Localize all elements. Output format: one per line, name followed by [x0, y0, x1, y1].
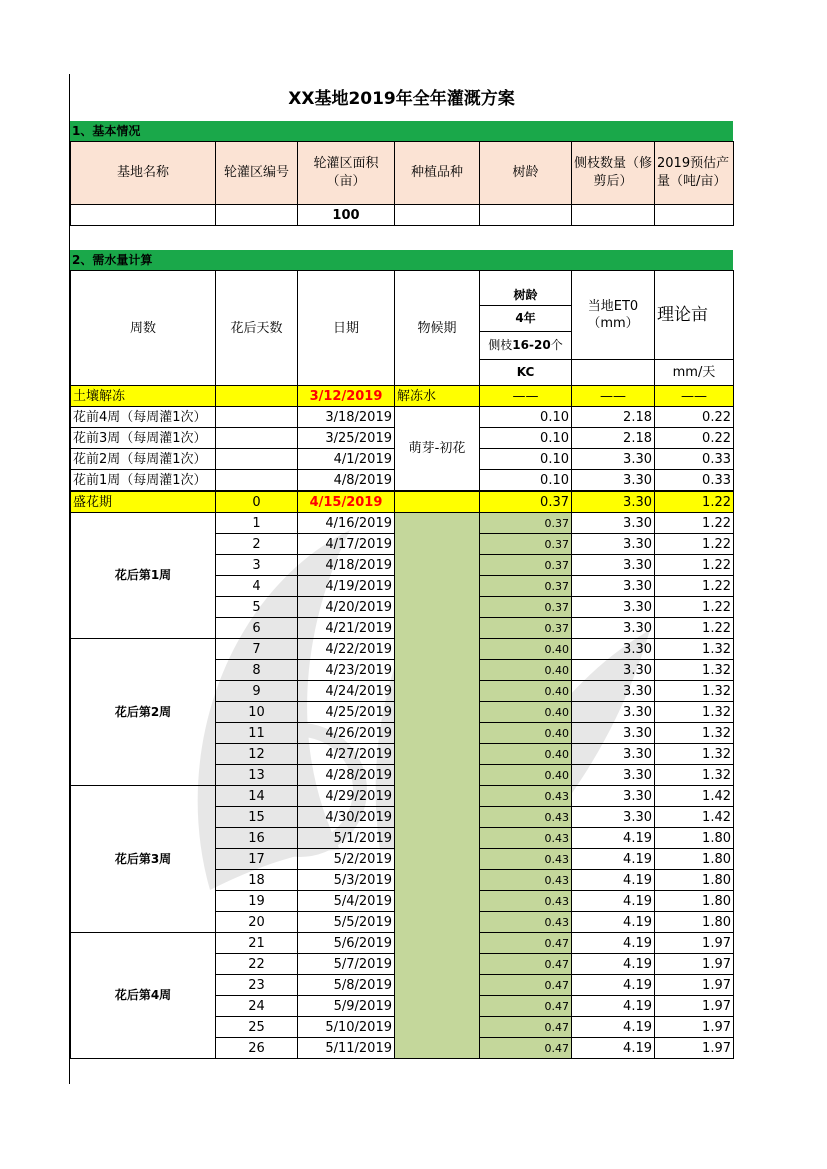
daily-kc: 0.40	[480, 744, 572, 765]
header-tree-age: 树龄	[480, 142, 572, 205]
daily-et0: 4.19	[572, 975, 655, 996]
daily-date: 5/4/2019	[298, 891, 395, 912]
pre-bloom-date: 3/18/2019	[298, 407, 395, 428]
daily-date: 4/26/2019	[298, 723, 395, 744]
daily-et0: 3.30	[572, 555, 655, 576]
daily-kc: 0.43	[480, 870, 572, 891]
daily-value: 1.22	[655, 555, 734, 576]
thaw-value-dash: ——	[655, 386, 734, 407]
value-yield-estimate[interactable]	[655, 205, 734, 226]
week-group-label: 花后第2周	[71, 639, 216, 786]
daily-value: 1.97	[655, 996, 734, 1017]
daily-date: 5/5/2019	[298, 912, 395, 933]
header-branch-count: 侧枝数量（修剪后）	[572, 142, 655, 205]
bloom-row	[71, 491, 734, 513]
daily-day: 13	[216, 765, 298, 786]
daily-value: 1.42	[655, 807, 734, 828]
daily-date: 4/30/2019	[298, 807, 395, 828]
daily-kc: 0.37	[480, 555, 572, 576]
daily-value: 1.22	[655, 597, 734, 618]
daily-value: 1.97	[655, 975, 734, 996]
daily-day: 3	[216, 555, 298, 576]
pre-bloom-value: 0.33	[655, 449, 734, 470]
pre-bloom-days	[216, 470, 298, 492]
daily-kc: 0.47	[480, 933, 572, 954]
daily-kc: 0.37	[480, 597, 572, 618]
daily-value: 1.80	[655, 912, 734, 933]
daily-value: 1.80	[655, 870, 734, 891]
daily-day: 6	[216, 618, 298, 639]
basic-info-table	[70, 141, 734, 226]
pre-bloom-kc: 0.10	[480, 449, 572, 470]
daily-et0: 3.30	[572, 702, 655, 723]
basic-info-value-row	[71, 205, 734, 226]
daily-kc: 0.40	[480, 723, 572, 744]
value-tree-age[interactable]	[480, 205, 572, 226]
header-branch-prefix: 侧枝	[488, 338, 513, 353]
daily-date: 5/2/2019	[298, 849, 395, 870]
daily-day: 16	[216, 828, 298, 849]
bloom-et0: 3.30	[572, 491, 655, 513]
header-base-name: 基地名称	[71, 142, 216, 205]
pre-bloom-value: 0.22	[655, 428, 734, 449]
week-group-label: 花后第1周	[71, 513, 216, 639]
daily-et0: 3.30	[572, 765, 655, 786]
pre-bloom-week: 花前1周（每周灌1次）	[71, 470, 216, 492]
daily-day: 25	[216, 1017, 298, 1038]
daily-kc: 0.47	[480, 975, 572, 996]
value-base-name[interactable]	[71, 205, 216, 226]
pre-bloom-et0: 2.18	[572, 407, 655, 428]
header-row-1	[71, 271, 734, 306]
daily-day: 2	[216, 534, 298, 555]
daily-kc: 0.43	[480, 786, 572, 807]
daily-et0: 3.30	[572, 681, 655, 702]
pre-bloom-et0: 3.30	[572, 449, 655, 470]
daily-date: 4/21/2019	[298, 618, 395, 639]
bloom-label: 盛花期	[71, 491, 216, 513]
daily-value: 1.32	[655, 765, 734, 786]
thaw-et0-dash: ——	[572, 386, 655, 407]
daily-kc: 0.43	[480, 828, 572, 849]
daily-et0: 4.19	[572, 828, 655, 849]
daily-day: 18	[216, 870, 298, 891]
daily-date: 4/25/2019	[298, 702, 395, 723]
daily-et0: 4.19	[572, 933, 655, 954]
value-zone-area[interactable]: 100	[298, 205, 395, 226]
daily-value: 1.80	[655, 849, 734, 870]
bloom-day: 0	[216, 491, 298, 513]
daily-kc: 0.47	[480, 954, 572, 975]
daily-et0: 3.30	[572, 618, 655, 639]
daily-date: 5/3/2019	[298, 870, 395, 891]
daily-kc: 0.43	[480, 849, 572, 870]
pre-bloom-days	[216, 407, 298, 428]
daily-kc: 0.47	[480, 996, 572, 1017]
daily-kc: 0.43	[480, 891, 572, 912]
daily-value: 1.42	[655, 786, 734, 807]
daily-day: 10	[216, 702, 298, 723]
basic-info-header-row	[71, 142, 734, 205]
pre-bloom-week: 花前3周（每周灌1次）	[71, 428, 216, 449]
daily-et0: 4.19	[572, 912, 655, 933]
daily-value: 1.97	[655, 1038, 734, 1059]
daily-day: 7	[216, 639, 298, 660]
daily-date: 5/11/2019	[298, 1038, 395, 1059]
value-variety[interactable]	[395, 205, 480, 226]
pre-bloom-phenology: 萌芽-初花	[395, 407, 480, 492]
daily-kc: 0.40	[480, 660, 572, 681]
pre-bloom-date: 4/1/2019	[298, 449, 395, 470]
header-days-after-bloom: 花后天数	[216, 271, 298, 386]
daily-et0: 3.30	[572, 534, 655, 555]
daily-kc: 0.43	[480, 807, 572, 828]
pre-bloom-week: 花前4周（每周灌1次）	[71, 407, 216, 428]
header-kc: KC	[480, 360, 572, 386]
daily-value: 1.97	[655, 933, 734, 954]
daily-date: 4/23/2019	[298, 660, 395, 681]
daily-date: 4/24/2019	[298, 681, 395, 702]
daily-date: 5/10/2019	[298, 1017, 395, 1038]
daily-day: 9	[216, 681, 298, 702]
week-group-label: 花后第4周	[71, 933, 216, 1059]
thaw-date: 3/12/2019	[298, 386, 395, 407]
pre-bloom-kc: 0.10	[480, 470, 572, 492]
daily-et0: 4.19	[572, 954, 655, 975]
bloom-date: 4/15/2019	[298, 491, 395, 513]
daily-value: 1.32	[655, 744, 734, 765]
daily-value: 1.32	[655, 681, 734, 702]
daily-date: 4/17/2019	[298, 534, 395, 555]
header-branch-value: 16-20	[512, 338, 551, 353]
daily-et0: 4.19	[572, 891, 655, 912]
daily-value: 1.32	[655, 660, 734, 681]
daily-et0: 4.19	[572, 996, 655, 1017]
pre-bloom-date: 3/25/2019	[298, 428, 395, 449]
week-group-label: 花后第3周	[71, 786, 216, 933]
daily-date: 5/9/2019	[298, 996, 395, 1017]
daily-day: 17	[216, 849, 298, 870]
daily-day: 14	[216, 786, 298, 807]
header-zone-no: 轮灌区编号	[216, 142, 298, 205]
bloom-kc: 0.37	[480, 491, 572, 513]
header-zone-area: 轮灌区面积（亩）	[298, 142, 395, 205]
daily-value: 1.32	[655, 723, 734, 744]
header-week: 周数	[71, 271, 216, 386]
pre-bloom-days	[216, 428, 298, 449]
daily-day: 11	[216, 723, 298, 744]
daily-et0: 3.30	[572, 744, 655, 765]
daily-value: 1.32	[655, 702, 734, 723]
daily-kc: 0.40	[480, 765, 572, 786]
daily-date: 5/6/2019	[298, 933, 395, 954]
daily-day: 15	[216, 807, 298, 828]
daily-value: 1.80	[655, 828, 734, 849]
daily-date: 5/1/2019	[298, 828, 395, 849]
pre-bloom-kc: 0.10	[480, 407, 572, 428]
daily-day: 5	[216, 597, 298, 618]
bloom-value: 1.22	[655, 491, 734, 513]
header-variety: 种植品种	[395, 142, 480, 205]
thaw-phenology: 解冻水	[395, 386, 480, 407]
daily-date: 4/28/2019	[298, 765, 395, 786]
daily-date: 4/27/2019	[298, 744, 395, 765]
header-et0-unit-blank	[572, 360, 655, 386]
daily-value: 1.22	[655, 534, 734, 555]
daily-value: 1.97	[655, 954, 734, 975]
daily-value: 1.97	[655, 1017, 734, 1038]
daily-date: 4/29/2019	[298, 786, 395, 807]
daily-et0: 3.30	[572, 660, 655, 681]
daily-date: 4/18/2019	[298, 555, 395, 576]
daily-day: 8	[216, 660, 298, 681]
daily-day: 20	[216, 912, 298, 933]
thaw-row	[71, 386, 734, 407]
thaw-label: 土壤解冻	[71, 386, 216, 407]
daily-et0: 3.30	[572, 723, 655, 744]
daily-kc: 0.47	[480, 1038, 572, 1059]
daily-kc: 0.40	[480, 639, 572, 660]
section-basic-info-heading: 1、基本情况	[70, 121, 733, 141]
daily-kc: 0.47	[480, 1017, 572, 1038]
pre-bloom-et0: 3.30	[572, 470, 655, 492]
value-branch-count[interactable]	[572, 205, 655, 226]
daily-et0: 4.19	[572, 1017, 655, 1038]
value-zone-no[interactable]	[216, 205, 298, 226]
daily-et0: 3.30	[572, 807, 655, 828]
daily-date: 5/8/2019	[298, 975, 395, 996]
daily-row	[71, 513, 734, 534]
daily-et0: 3.30	[572, 513, 655, 534]
daily-kc: 0.43	[480, 912, 572, 933]
thaw-kc-dash: ——	[480, 386, 572, 407]
daily-kc: 0.37	[480, 576, 572, 597]
daily-day: 23	[216, 975, 298, 996]
header-branch-suffix: 个	[550, 338, 563, 353]
daily-day: 1	[216, 513, 298, 534]
pre-bloom-date: 4/8/2019	[298, 470, 395, 492]
daily-et0: 3.30	[572, 597, 655, 618]
header-et0: 当地ET0（mm）	[572, 271, 655, 360]
phenology-fill	[395, 513, 480, 1059]
daily-value: 1.80	[655, 891, 734, 912]
pre-bloom-et0: 2.18	[572, 428, 655, 449]
daily-day: 12	[216, 744, 298, 765]
daily-kc: 0.37	[480, 513, 572, 534]
header-tree-age-label: 树龄	[480, 271, 572, 306]
daily-value: 1.22	[655, 576, 734, 597]
daily-day: 4	[216, 576, 298, 597]
page-title: XX基地2019年全年灌溉方案	[288, 89, 515, 109]
header-yield-estimate: 2019预估产量（吨/亩）	[655, 142, 734, 205]
daily-et0: 3.30	[572, 786, 655, 807]
daily-value: 1.22	[655, 618, 734, 639]
header-theory: 理论亩	[655, 271, 734, 360]
daily-et0: 3.30	[572, 639, 655, 660]
daily-day: 22	[216, 954, 298, 975]
daily-day: 24	[216, 996, 298, 1017]
header-unit: mm/天	[655, 360, 734, 386]
thaw-days	[216, 386, 298, 407]
daily-kc: 0.37	[480, 618, 572, 639]
daily-date: 5/7/2019	[298, 954, 395, 975]
daily-kc: 0.40	[480, 681, 572, 702]
pre-bloom-value: 0.33	[655, 470, 734, 492]
daily-day: 19	[216, 891, 298, 912]
daily-date: 4/16/2019	[298, 513, 395, 534]
daily-value: 1.22	[655, 513, 734, 534]
daily-et0: 4.19	[572, 870, 655, 891]
daily-et0: 4.19	[572, 1038, 655, 1059]
daily-date: 4/22/2019	[298, 639, 395, 660]
pre-bloom-week: 花前2周（每周灌1次）	[71, 449, 216, 470]
header-date: 日期	[298, 271, 395, 386]
section-water-demand-heading: 2、需水量计算	[70, 250, 733, 270]
bloom-phenology	[395, 491, 480, 513]
daily-et0: 4.19	[572, 849, 655, 870]
water-demand-table	[70, 270, 734, 1059]
daily-kc: 0.37	[480, 534, 572, 555]
daily-kc: 0.40	[480, 702, 572, 723]
pre-bloom-row	[71, 407, 734, 428]
daily-day: 26	[216, 1038, 298, 1059]
daily-date: 4/20/2019	[298, 597, 395, 618]
daily-day: 21	[216, 933, 298, 954]
header-phenology: 物候期	[395, 271, 480, 386]
daily-date: 4/19/2019	[298, 576, 395, 597]
pre-bloom-days	[216, 449, 298, 470]
header-branch-range	[480, 332, 572, 360]
header-tree-age-value: 4年	[480, 306, 572, 332]
daily-value: 1.32	[655, 639, 734, 660]
daily-et0: 3.30	[572, 576, 655, 597]
pre-bloom-kc: 0.10	[480, 428, 572, 449]
pre-bloom-value: 0.22	[655, 407, 734, 428]
